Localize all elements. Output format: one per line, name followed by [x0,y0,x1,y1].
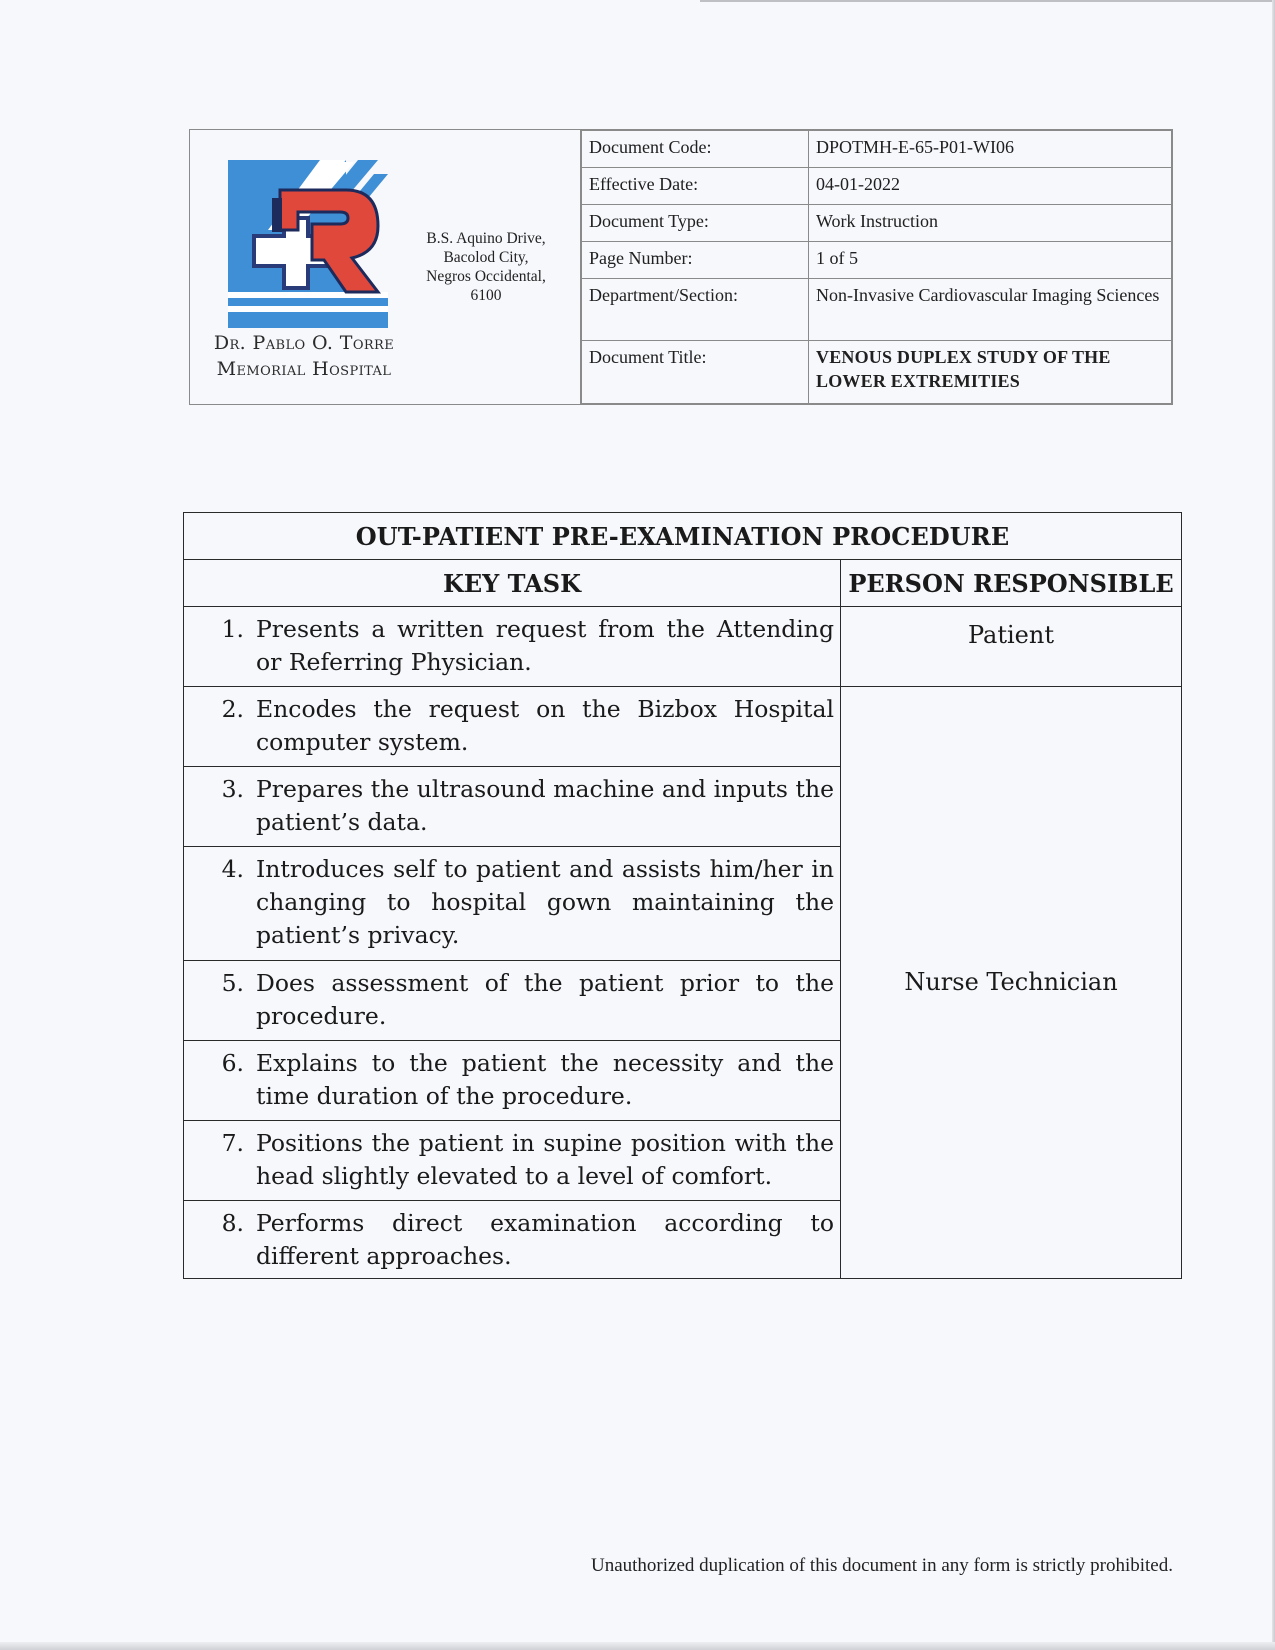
page-edge [700,0,1275,2]
meta-row-code [582,131,1172,168]
meta-table [581,130,1172,404]
task-text: Presents a written request from the Attending or Referring Physician. [256,615,834,676]
table-row [184,687,1182,767]
task-number: 7. [221,1129,244,1157]
meta-value-department: Non-Invasive Cardiovascular Imaging Sciences [809,279,1172,341]
task-cell [184,961,841,1041]
task-number: 3. [221,775,244,803]
task-text: Prepares the ultrasound machine and inputs the patient’s data. [256,775,834,836]
task-number: 1. [221,615,244,643]
meta-row-date [582,168,1172,205]
document-meta [581,130,1172,404]
meta-value-document-code: DPOTMH-E-65-P01-WI06 [809,131,1172,168]
hospital-brand [190,130,581,404]
address-line: Negros Occidental, [426,268,546,285]
task-number: 6. [221,1049,244,1077]
address-line: B.S. Aquino Drive, [426,230,546,247]
task-text: Does assessment of the patient prior to the procedure. [256,969,834,1030]
person-cell-nurse-technician: Nurse Technician [841,687,1182,1279]
hospital-address [416,229,556,305]
task-cell [184,767,841,847]
task-text: Performs direct examination according to different approaches. [256,1209,834,1270]
hospital-name-line1: Dr. Pablo O. Torre [213,332,395,354]
task-cell [184,1121,841,1201]
meta-value-page-number: 1 of 5 [809,242,1172,279]
task-number: 4. [221,855,244,883]
hospital-name-line2: Memorial Hospital [216,358,392,380]
meta-label: Document Title: [582,341,809,404]
column-header-key-task: KEY TASK [184,560,841,607]
procedure-title: OUT-PATIENT PRE-EXAMINATION PROCEDURE [184,513,1182,560]
task-number: 5. [221,969,244,997]
document-header [189,129,1173,405]
task-cell [184,607,841,687]
meta-value-effective-date: 04-01-2022 [809,168,1172,205]
task-cell [184,687,841,767]
meta-label: Department/Section: [582,279,809,341]
meta-row-type [582,205,1172,242]
task-cell [184,1201,841,1279]
meta-label: Page Number: [582,242,809,279]
task-text: Introduces self to patient and assists him/her in changing to hospital gown maintaining the patient’s privacy. [256,855,834,949]
footer-notice: Unauthorized duplication of this document in any form is strictly prohibited. [590,1555,1173,1576]
table-row [184,607,1182,687]
meta-row-department [582,279,1172,341]
procedure-table [183,512,1182,1279]
task-cell [184,1041,841,1121]
meta-value-document-type: Work Instruction [809,205,1172,242]
task-text: Positions the patient in supine position with the head slightly elevated to a level of comfort. [256,1129,834,1190]
meta-value-document-title: VENOUS DUPLEX STUDY OF THE LOWER EXTREMITIES [809,341,1172,404]
task-cell [184,847,841,961]
meta-row-page [582,242,1172,279]
page-edge [0,1642,1275,1650]
address-line: 6100 [470,287,502,304]
column-header-person-responsible: PERSON RESPONSIBLE [841,560,1182,607]
address-line: Bacolod City, [443,249,529,266]
hospital-logo-icon [228,160,388,328]
task-text: Encodes the request on the Bizbox Hospital computer system. [256,695,834,756]
task-text: Explains to the patient the necessity and the time duration of the procedure. [256,1049,834,1110]
procedure-title-row [184,513,1182,560]
task-number: 2. [221,695,244,723]
hospital-name [204,330,404,382]
meta-label: Document Type: [582,205,809,242]
person-cell-patient: Patient [841,607,1182,687]
meta-label: Document Code: [582,131,809,168]
task-number: 8. [221,1209,244,1237]
procedure-header-row [184,560,1182,607]
meta-row-title [582,341,1172,404]
meta-label: Effective Date: [582,168,809,205]
